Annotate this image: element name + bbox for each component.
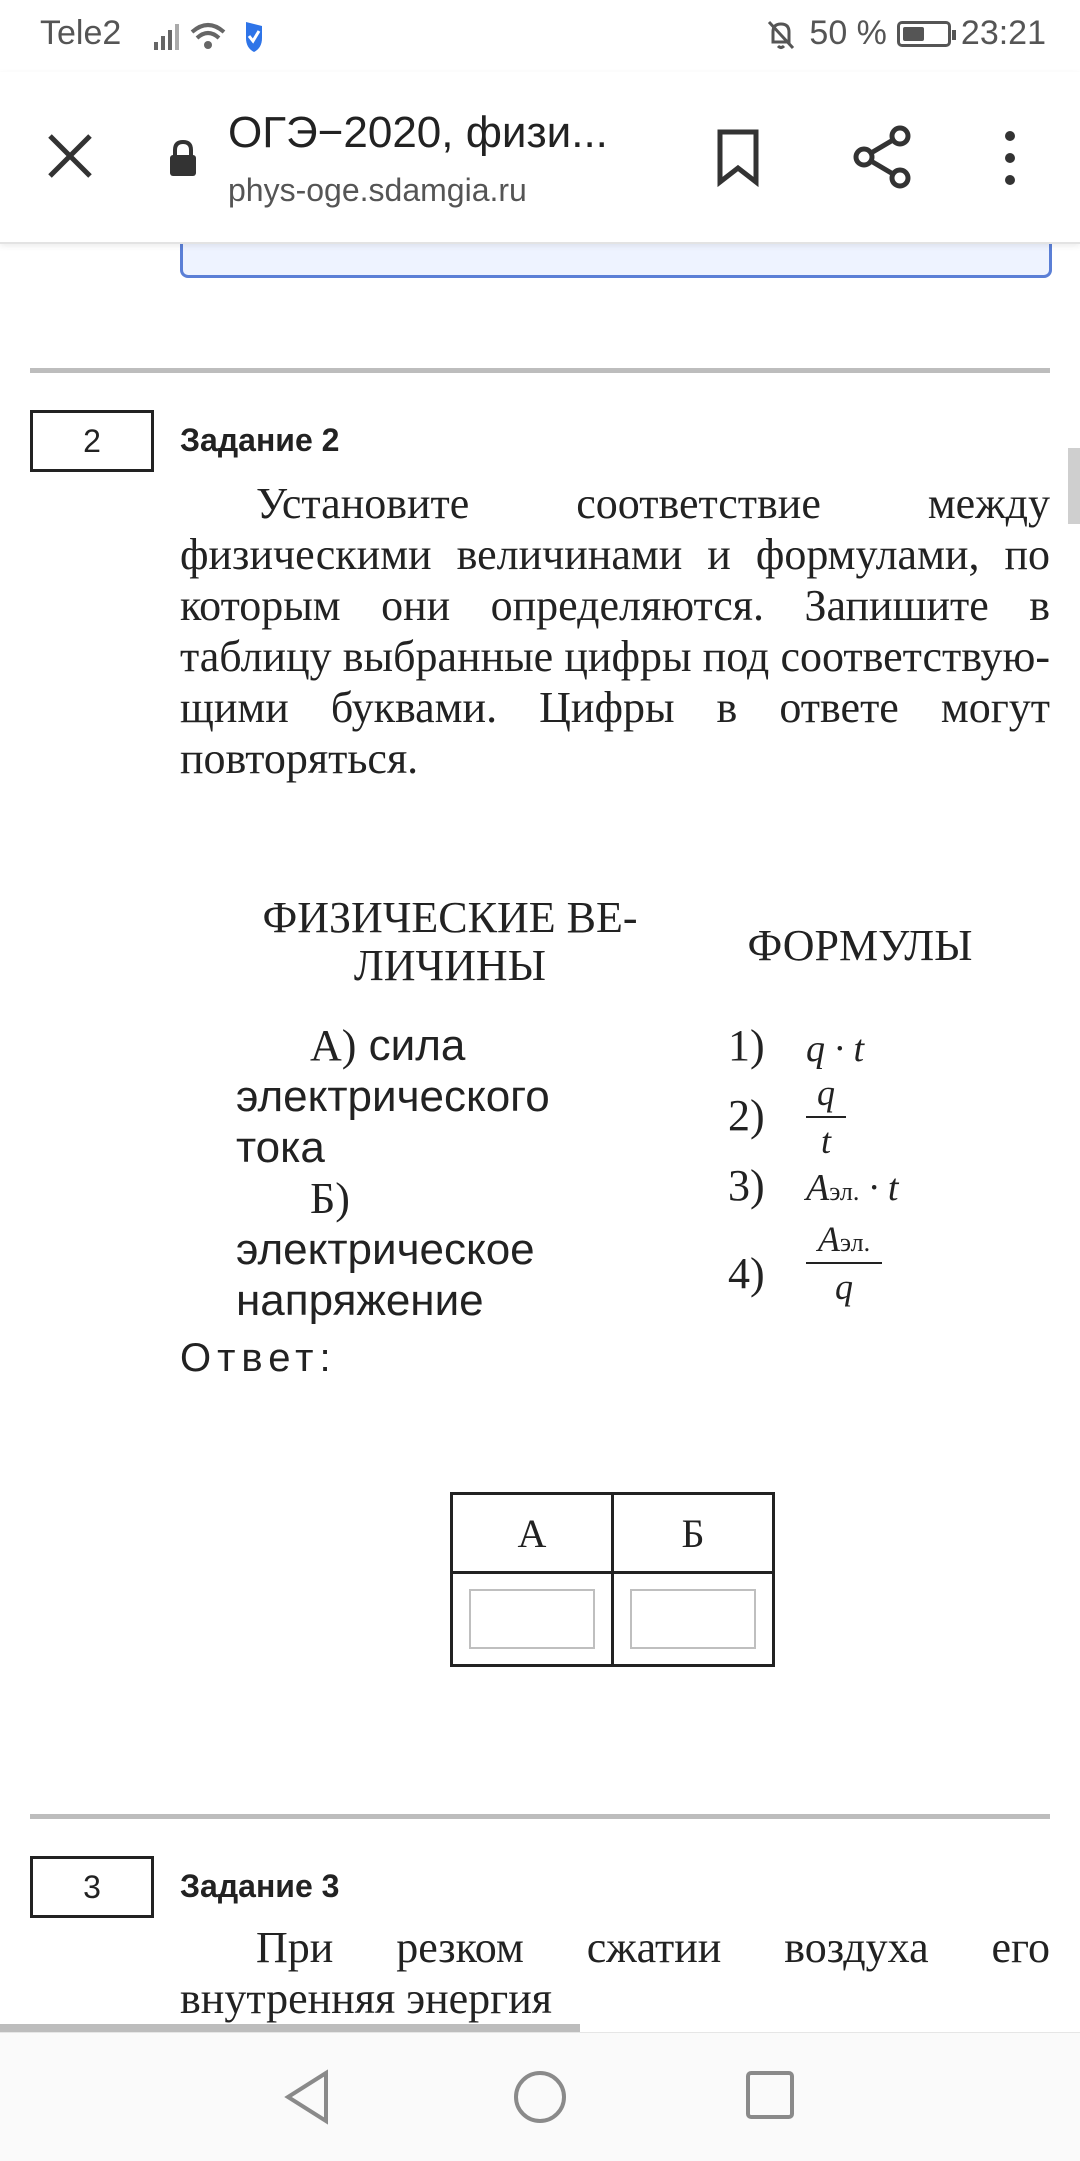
quantities-header: ФИЗИЧЕСКИЕ ВЕ-ЛИЧИНЫ bbox=[262, 893, 638, 990]
formula-4-symbol: A bbox=[817, 1219, 840, 1259]
home-button[interactable] bbox=[512, 2069, 568, 2130]
formula-3-rest: · t bbox=[859, 1167, 899, 1209]
home-icon bbox=[512, 2069, 568, 2125]
battery-icon bbox=[897, 21, 951, 47]
task-title: Задание 3 bbox=[180, 1868, 340, 1904]
battery-fill bbox=[903, 27, 924, 41]
answer-column-b: Б bbox=[613, 1494, 774, 1573]
recents-button[interactable] bbox=[744, 2069, 796, 2126]
formula-2-number: 2) bbox=[728, 1091, 765, 1140]
browser-toolbar bbox=[0, 72, 1080, 244]
formula-4-subscript: эл. bbox=[839, 1228, 871, 1257]
lock-icon bbox=[168, 138, 198, 183]
formula-3-symbol: A bbox=[806, 1167, 830, 1209]
formula-1-number: 1) bbox=[728, 1021, 765, 1070]
horizontal-scrollbar[interactable] bbox=[0, 2024, 580, 2032]
task-text: Установите соответствие между физическими величинами и формулами, по которым они определяются. Запишите в таблицу выбранные цифры под соответствую-щими буквами. Цифры в ответе могут повторяться. bbox=[180, 479, 1050, 783]
close-tab-button[interactable] bbox=[44, 130, 96, 187]
quantity-b-text: электрическое напряжение bbox=[236, 1225, 535, 1325]
status-bar bbox=[0, 0, 1080, 72]
task-separator bbox=[30, 368, 1050, 373]
more-vert-icon bbox=[995, 128, 1025, 188]
close-icon bbox=[44, 130, 96, 182]
quantity-b bbox=[236, 1173, 626, 1326]
task-number-box: 2 bbox=[30, 410, 154, 472]
formula-2-numerator: q bbox=[817, 1073, 835, 1113]
formula-2 bbox=[806, 1072, 846, 1162]
quantity-a bbox=[236, 1020, 626, 1173]
mute-bell-icon bbox=[763, 16, 799, 52]
page-url[interactable]: phys-oge.sdamgia.ru bbox=[228, 172, 527, 208]
page-title[interactable]: ОГЭ−2020, физи... bbox=[228, 108, 608, 157]
recents-icon bbox=[744, 2069, 796, 2121]
answer-cell-b bbox=[613, 1573, 774, 1666]
more-menu-button[interactable] bbox=[995, 128, 1025, 193]
task-title: Задание 2 bbox=[180, 422, 340, 458]
task-text: При резком сжатии воздуха его внутренняя энергия bbox=[180, 1923, 1050, 2023]
answer-input-a[interactable] bbox=[469, 1589, 595, 1649]
formula-4-denominator: q bbox=[835, 1267, 853, 1307]
formula-2-denominator: t bbox=[820, 1121, 831, 1161]
task-separator bbox=[30, 1814, 1050, 1819]
back-icon bbox=[282, 2069, 332, 2125]
navigation-bar bbox=[0, 2032, 1080, 2161]
carrier-name: Tele2 bbox=[40, 14, 122, 52]
formula-3 bbox=[806, 1166, 898, 1210]
quantity-a-letter: А) bbox=[310, 1021, 357, 1070]
signal-icon bbox=[150, 18, 280, 54]
share-button[interactable] bbox=[850, 124, 916, 195]
answer-cell-a bbox=[452, 1573, 613, 1666]
fraction-bar bbox=[806, 1116, 846, 1118]
formulas-header: ФОРМУЛЫ bbox=[747, 921, 973, 970]
answer-label: Ответ: bbox=[180, 1336, 337, 1380]
battery-percent: 50 % bbox=[809, 14, 887, 52]
vertical-scrollbar[interactable] bbox=[1068, 448, 1080, 524]
task-number-box: 3 bbox=[30, 1856, 154, 1918]
bookmark-button[interactable] bbox=[714, 128, 762, 193]
answer-column-a: А bbox=[452, 1494, 613, 1573]
formula-3-number: 3) bbox=[728, 1161, 765, 1210]
share-icon bbox=[850, 124, 916, 190]
answer-input-b[interactable] bbox=[630, 1589, 756, 1649]
fraction-bar bbox=[806, 1262, 882, 1264]
answer-table bbox=[450, 1492, 775, 1667]
formula-1: q · t bbox=[806, 1028, 865, 1070]
back-button[interactable] bbox=[282, 2069, 332, 2130]
formula-4 bbox=[806, 1218, 882, 1308]
formula-3-subscript: эл. bbox=[829, 1177, 860, 1206]
bookmark-icon bbox=[714, 128, 762, 188]
quantity-b-letter: Б) bbox=[310, 1174, 350, 1223]
clock: 23:21 bbox=[960, 14, 1046, 52]
signal-wifi-icons bbox=[150, 18, 280, 63]
formula-4-number: 4) bbox=[728, 1249, 765, 1298]
quantity-a-text: сила электрического тока bbox=[236, 1021, 550, 1172]
